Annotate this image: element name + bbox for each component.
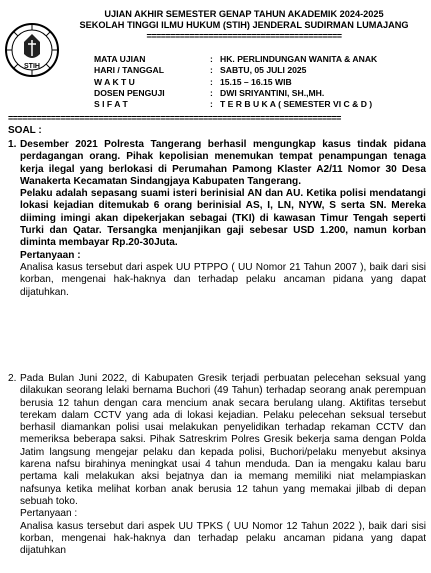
info-label: HARI / TANGGAL [94, 65, 165, 76]
info-value: T E R B U K A ( SEMESTER VI C & D ) [220, 99, 373, 110]
question-prompt: Pertanyaan : [20, 508, 78, 520]
info-value: DWI SRIYANTINI, SH.,MH. [220, 87, 325, 98]
exam-header [58, 9, 430, 42]
question-paragraph: Pelaku adalah sepasang suami isteri berinisial AN dan AU. Ketika polisi mendatangi lokasi kejadian ditemukab 6 orang berinisial AS, I, LN, NYW, S serta SN. Mereka diiming imingi akan dipekerjakan sebagai (TKI) di kawasan Timur Tengah seperti Turki dan Qatar. Tersangka menjanjikan gaji sebesar USD 1.200, namun korban diminta membayar Rp.20-30Juta. [20, 188, 426, 249]
question-task: Analisa kasus tersebut dari aspek UU TPKS ( UU Nomor 12 Tahun 2022 ), baik dari sisi korban, mengenai hak-haknya dan terhadap pelaku ancaman pidana yang dapat dijatuhkan [20, 520, 426, 557]
info-row-lecturer: DOSEN PENGUJI : DWI SRIYANTINI, SH.,MH. [76, 88, 377, 99]
section-divider: ====================================================================== [8, 113, 341, 123]
info-row-date: HARI / TANGGAL : SABTU, 05 JULI 2025 [76, 65, 377, 76]
questions-heading: SOAL : [8, 125, 42, 136]
exam-title: UJIAN AKHIR SEMESTER GENAP TAHUN AKADEMIK 2024-2025 [104, 9, 384, 19]
info-value: 15.15 – 16.15 WIB [220, 76, 292, 87]
logo-label: STIH [24, 63, 40, 70]
info-row-type: S I F A T : T E R B U K A ( SEMESTER VI C & D ) [76, 99, 377, 110]
info-value: HK. PERLINDUNGAN WANITA & ANAK [220, 54, 378, 64]
question-number: 2. [8, 373, 17, 384]
info-label: W A K T U [94, 76, 135, 87]
info-label: DOSEN PENGUJI [94, 87, 165, 98]
header-divider: ========================================= [146, 31, 342, 41]
question-2 [8, 373, 426, 557]
info-label: MATA UJIAN [94, 54, 146, 64]
institution-name: SEKOLAH TINGGI ILMU HUKUM (STIH) JENDERAL SUDIRMAN LUMAJANG [79, 20, 409, 30]
question-task: Analisa kasus tersebut dari aspek UU PTPPO ( UU Nomor 21 Tahun 2007 ), baik dari sisi korban, mengenai hak-haknya dan terhadap pelaku ancaman pidana yang dapat dijatuhkan. [20, 261, 426, 298]
question-prompt: Pertanyaan : [20, 249, 81, 261]
info-row-subject: MATA UJIAN : HK. PERLINDUNGAN WANITA & ANAK [76, 54, 377, 65]
question-number: 1. [8, 139, 17, 150]
stih-logo [4, 22, 60, 78]
info-label: S I F A T [94, 99, 128, 110]
info-value: SABTU, 05 JULI 2025 [220, 65, 307, 76]
question-paragraph: Pada Bulan Juni 2022, di Kabupaten Gresik terjadi perbuatan pelecehan seksual yang dilakukan seorang lelaki bernama Buchori (49 Tahun) terhadap seorang anak perempuan berusia 12 tahun dengan cara mencium anak secara berulang ulang. Aktifitas tersebut terekam dalam CCTV yang ada di lokasi kejadian. Pelaku pelecehan seksual tersebut berhasil diamankan polisi usai melakukan penyelidikan terhadap rekaman CCTV dan memeriksa beberapa saksi. Pihak Satreskrim Polres Gresik bekerja sama dengan Polda Jatim langsung mengejar pelaku dan kepada polisi, Buchori/pelaku menyebut aksinya karena nafsu birahinya meningkat usai 4 tahun menduda. Dan ia mengaku kalau baru pertama kali melakukan aksi bejatnya dan ia memang memiliki niat melampiaskan nafsunya ketika melihat korban anak berusia 12 tahun yang memakai jilbab di depan sebuah toko. [20, 373, 426, 507]
info-row-time: W A K T U : 15.15 – 16.15 WIB [76, 77, 377, 88]
question-1 [8, 139, 426, 299]
exam-info [76, 54, 377, 110]
question-paragraph: Desember 2021 Polresta Tangerang berhasil mengungkap kasus tindak pidana perdagangan orang. Pihak kepolisian menemukan tempat penampungan tenaga kerja ilegal yang berlokasi di Perumahan Pamong Klaster A2/11 Nomor 30 Desa Wanakerta Kecamatan Sindangjaya Kabupaten Tangerang. [20, 139, 426, 187]
